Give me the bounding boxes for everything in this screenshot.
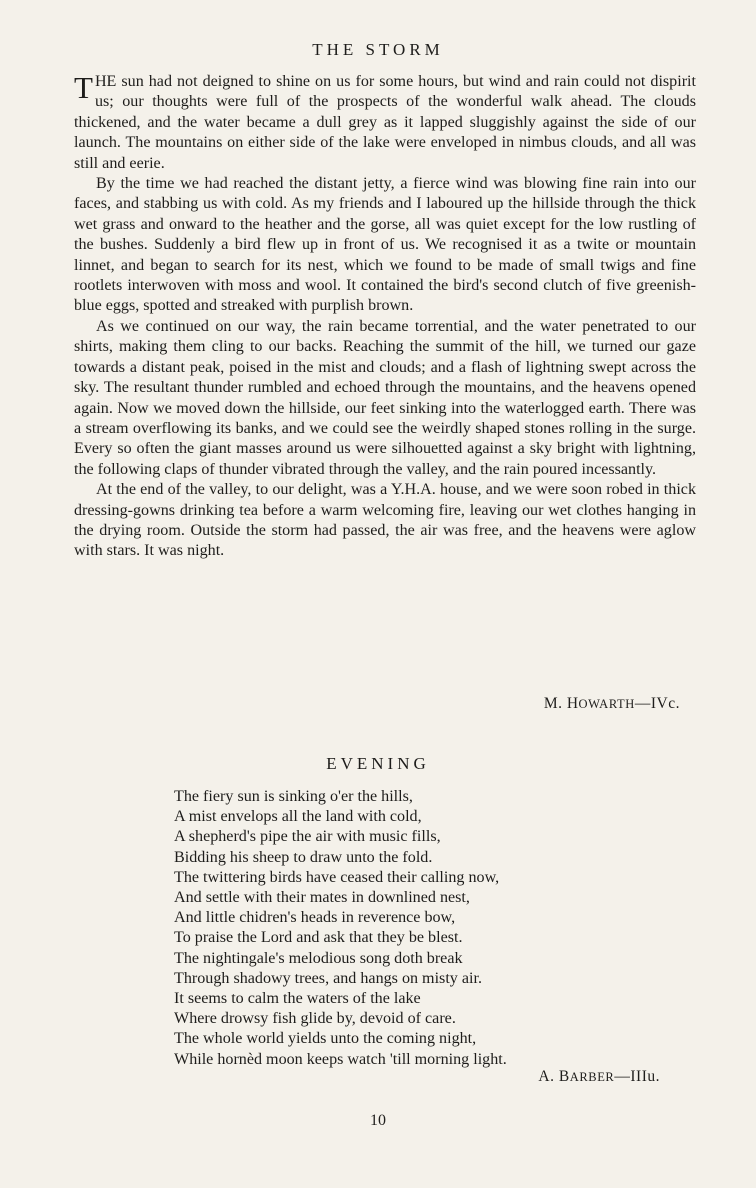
poem-line: The nightingale's melodious song doth break (174, 949, 463, 967)
poem-line: While hornèd moon keeps watch 'till morning light. (174, 1050, 507, 1068)
story-paragraph-2: By the time we had reached the distant jetty, a fierce wind was blowing fine rain into our faces, and stabbing us with cold. As my friends and I laboured up the hillside through the thick wet grass and onward to the heather and the gorse, all was quiet except for the low rustling of the bushes. Suddenly a bird flew up in front of us. We recognised it as a twite or mountain linnet, and began to search for its nest, which we found to be made of small twigs and fine rootlets interwoven with moss and wool. It contained the bird's second clutch of five greenish-blue eggs, spotted and streaked with purplish brown. (74, 175, 696, 315)
poem-line: Where drowsy fish glide by, devoid of care. (174, 1010, 456, 1028)
story-paragraph-4: At the end of the valley, to our delight, was a Y.H.A. house, and we were soon robed in thick dressing-gowns drinking tea before a warm welcoming fire, leaving our wet clothes hanging in the drying room. Outside the storm had passed, the air was free, and the heavens were aglow with stars. It was night. (74, 481, 696, 560)
story-title: THE STORM (312, 40, 444, 59)
poem-author: A. BARBER—IIIu. (538, 1068, 660, 1085)
poem-line: The whole world yields unto the coming night, (174, 1030, 477, 1048)
story-paragraph-3: As we continued on our way, the rain became torrential, and the water penetrated to our shirts, making them cling to our backs. Reaching the summit of the hill, we turned our gaze towards a distant peak, poised in the mist and clouds; and a flash of lightning swept across the sky. The resultant thunder rumbled and echoed through the mountains, and the heavens opened again. Now we moved down the hillside, our feet sinking into the waterlogged earth. There was a stream overflowing its banks, and we could see the weirdly shaped stones rolling in the surge. Every so often the giant masses around us were silhouetted against a sky bright with lightning, the following claps of thunder vibrated through the valley, and the rain poured incessantly. (74, 317, 696, 478)
poem-line: To praise the Lord and ask that they be blest. (174, 929, 463, 947)
poem-title: EVENING (326, 754, 430, 773)
poem-line: The twittering birds have ceased their calling now, (174, 868, 500, 886)
story-body (74, 72, 696, 562)
poem-line: It seems to calm the waters of the lake (174, 990, 421, 1008)
poem-line: The fiery sun is sinking o'er the hills, (174, 788, 413, 805)
drop-cap: T (74, 70, 93, 105)
poem-line: And settle with their mates in downlined nest, (174, 889, 470, 907)
poem-line: And little chidren's heads in reverence bow, (174, 909, 456, 927)
story-author: M. HOWARTH—IVc. (543, 695, 680, 712)
poem-line: A shepherd's pipe the air with music fills, (174, 828, 441, 846)
poem-line: Bidding his sheep to draw unto the fold. (174, 848, 433, 866)
poem-line: A mist envelops all the land with cold, (174, 808, 422, 826)
poem-line: Through shadowy trees, and hangs on misty air. (174, 969, 482, 987)
story-paragraph-1: THE sun had not deigned to shine on us for some hours, but wind and rain could not dispirit us; our thoughts were full of the prospects of the wonderful walk ahead. The clouds thickened, and the water became a dull grey as it lapped sluggishly against the side of our launch. The mountains on either side of the lake were enveloped in nimbus clouds, and all was still and eerie. (74, 70, 696, 172)
poem-body (174, 787, 634, 1070)
page-number: 10 (370, 1112, 386, 1129)
